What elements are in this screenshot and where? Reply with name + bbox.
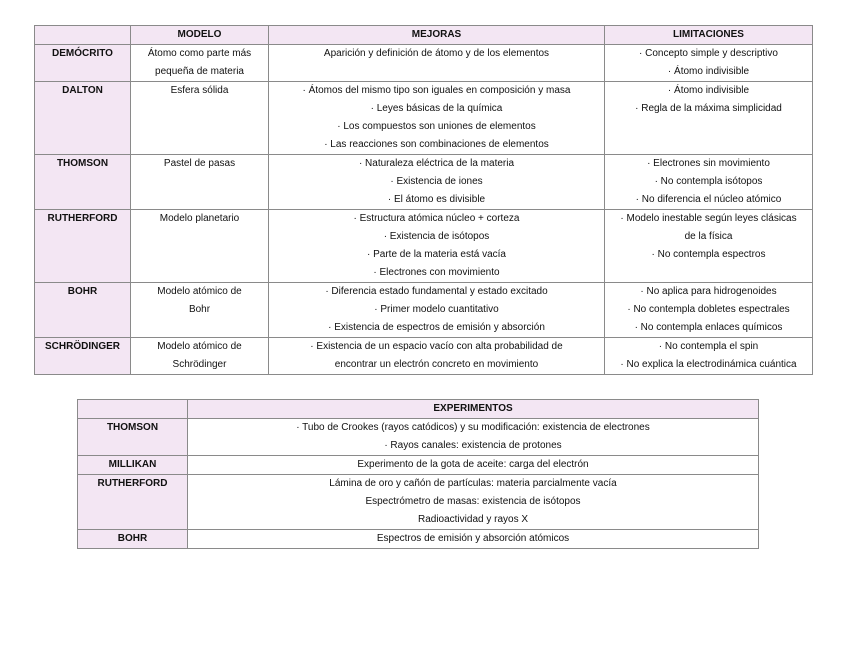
- model-line: Modelo atómico de: [157, 341, 242, 352]
- experiment-line: Lámina de oro y cañón de partículas: materia parcialmente vacía: [329, 478, 617, 489]
- experiment-row-thomson: [78, 419, 759, 456]
- mejora-line: · Primer modelo cuantitativo: [374, 304, 499, 315]
- mejora-line: · Estructura atómica núcleo + corteza: [353, 213, 520, 224]
- mejoras-cell: [269, 45, 605, 82]
- experiments-table: [77, 399, 759, 549]
- limitacion-line: · No diferencia el núcleo atómico: [635, 194, 782, 205]
- limitaciones-cell: [605, 210, 813, 283]
- model-name: RUTHERFORD: [35, 210, 131, 283]
- model-cell: [131, 45, 269, 82]
- mejora-line: · Leyes básicas de la química: [370, 103, 503, 114]
- limitacion-line: · No aplica para hidrogenoides: [640, 286, 777, 297]
- limitacion-line: · No explica la electrodinámica cuántica: [620, 359, 797, 370]
- mejora-line: · Los compuestos son uniones de elementos: [337, 121, 536, 132]
- model-line: Esfera sólida: [170, 85, 229, 96]
- mejora-line: · Las reacciones son combinaciones de elementos: [324, 139, 549, 150]
- model-name: DEMÓCRITO: [35, 45, 131, 82]
- model-row-dalton: [35, 82, 813, 155]
- mejora-line: · Parte de la materia está vacía: [367, 249, 506, 260]
- mejora-line: Aparición y definición de átomo y de los elementos: [323, 48, 550, 59]
- limitaciones-cell: [605, 155, 813, 210]
- experiments-header-row: [78, 400, 759, 419]
- mejoras-cell: [269, 338, 605, 375]
- mejoras-cell: [269, 210, 605, 283]
- mejora-line: · Electrones con movimiento: [373, 267, 500, 278]
- mejora-line: · Naturaleza eléctrica de la materia: [358, 158, 515, 169]
- model-name: SCHRÖDINGER: [35, 338, 131, 375]
- mejoras-cell: [269, 155, 605, 210]
- model-row-schrodinger: [35, 338, 813, 375]
- model-line: pequeña de materia: [155, 66, 244, 77]
- experiment-name: THOMSON: [78, 419, 188, 456]
- experiment-row-millikan: [78, 456, 759, 475]
- limitacion-line: · Átomo indivisible: [667, 85, 750, 96]
- limitacion-line: · No contempla dobletes espectrales: [627, 304, 790, 315]
- mejora-line: encontrar un electrón concreto en movimiento: [334, 359, 539, 370]
- experiment-row-rutherford: [78, 475, 759, 530]
- model-row-democrito: [35, 45, 813, 82]
- experiment-line: Espectrómetro de masas: existencia de isótopos: [365, 496, 581, 507]
- experiment-line: · Tubo de Crookes (rayos catódicos) y su modificación: existencia de electrones: [296, 422, 650, 433]
- model-name: BOHR: [35, 283, 131, 338]
- experiment-line: Experimento de la gota de aceite: carga del electrón: [357, 459, 589, 470]
- model-name: DALTON: [35, 82, 131, 155]
- limitacion-line: de la física: [684, 231, 733, 242]
- experiments-header-corner: [78, 400, 188, 419]
- model-row-rutherford: [35, 210, 813, 283]
- experiment-row-bohr: [78, 530, 759, 549]
- mejora-line: · El átomo es divisible: [387, 194, 486, 205]
- mejora-line: · Existencia de espectros de emisión y absorción: [328, 322, 545, 333]
- limitacion-line: · Regla de la máxima simplicidad: [635, 103, 782, 114]
- experiment-line: Espectros de emisión y absorción atómicos: [376, 533, 570, 544]
- limitaciones-cell: [605, 45, 813, 82]
- model-line: Pastel de pasas: [163, 158, 236, 169]
- model-row-thomson: [35, 155, 813, 210]
- model-cell: [131, 338, 269, 375]
- experiment-cell: [188, 456, 759, 475]
- model-cell: [131, 283, 269, 338]
- model-line: Modelo planetario: [159, 213, 240, 224]
- model-row-bohr: [35, 283, 813, 338]
- limitacion-line: · No contempla isótopos: [654, 176, 763, 187]
- model-line: Bohr: [188, 304, 211, 315]
- experiment-cell: [188, 530, 759, 549]
- experiment-line: · Rayos canales: existencia de protones: [384, 440, 562, 451]
- experiment-name: RUTHERFORD: [78, 475, 188, 530]
- limitacion-line: · Átomo indivisible: [667, 66, 750, 77]
- experiment-line: Radioactividad y rayos X: [417, 514, 529, 525]
- model-line: Schrödinger: [172, 359, 227, 370]
- model-cell: [131, 155, 269, 210]
- header-limitaciones: LIMITACIONES: [605, 26, 813, 45]
- mejora-line: · Diferencia estado fundamental y estado excitado: [325, 286, 548, 297]
- limitacion-line: · Electrones sin movimiento: [647, 158, 770, 169]
- models-table: [34, 25, 813, 375]
- limitaciones-cell: [605, 338, 813, 375]
- models-header-corner: [35, 26, 131, 45]
- model-line: Átomo como parte más: [147, 48, 252, 59]
- model-cell: [131, 210, 269, 283]
- mejora-line: · Existencia de un espacio vacío con alta probabilidad de: [310, 341, 563, 352]
- mejoras-cell: [269, 82, 605, 155]
- models-header-row: [35, 26, 813, 45]
- model-cell: [131, 82, 269, 155]
- model-line: Modelo atómico de: [157, 286, 242, 297]
- mejora-line: · Átomos del mismo tipo son iguales en composición y masa: [302, 85, 571, 96]
- model-name: THOMSON: [35, 155, 131, 210]
- limitaciones-cell: [605, 82, 813, 155]
- mejora-line: · Existencia de iones: [390, 176, 483, 187]
- mejora-line: · Existencia de isótopos: [383, 231, 490, 242]
- limitacion-line: · No contempla el spin: [658, 341, 759, 352]
- header-mejoras: MEJORAS: [269, 26, 605, 45]
- experiment-cell: [188, 419, 759, 456]
- header-experimentos: EXPERIMENTOS: [188, 400, 759, 419]
- experiment-name: BOHR: [78, 530, 188, 549]
- limitacion-line: · Concepto simple y descriptivo: [639, 48, 778, 59]
- limitaciones-cell: [605, 283, 813, 338]
- header-modelo: MODELO: [131, 26, 269, 45]
- experiment-name: MILLIKAN: [78, 456, 188, 475]
- limitacion-line: · Modelo inestable según leyes clásicas: [620, 213, 797, 224]
- mejoras-cell: [269, 283, 605, 338]
- experiment-cell: [188, 475, 759, 530]
- limitacion-line: · No contempla enlaces químicos: [634, 322, 783, 333]
- limitacion-line: · No contempla espectros: [651, 249, 766, 260]
